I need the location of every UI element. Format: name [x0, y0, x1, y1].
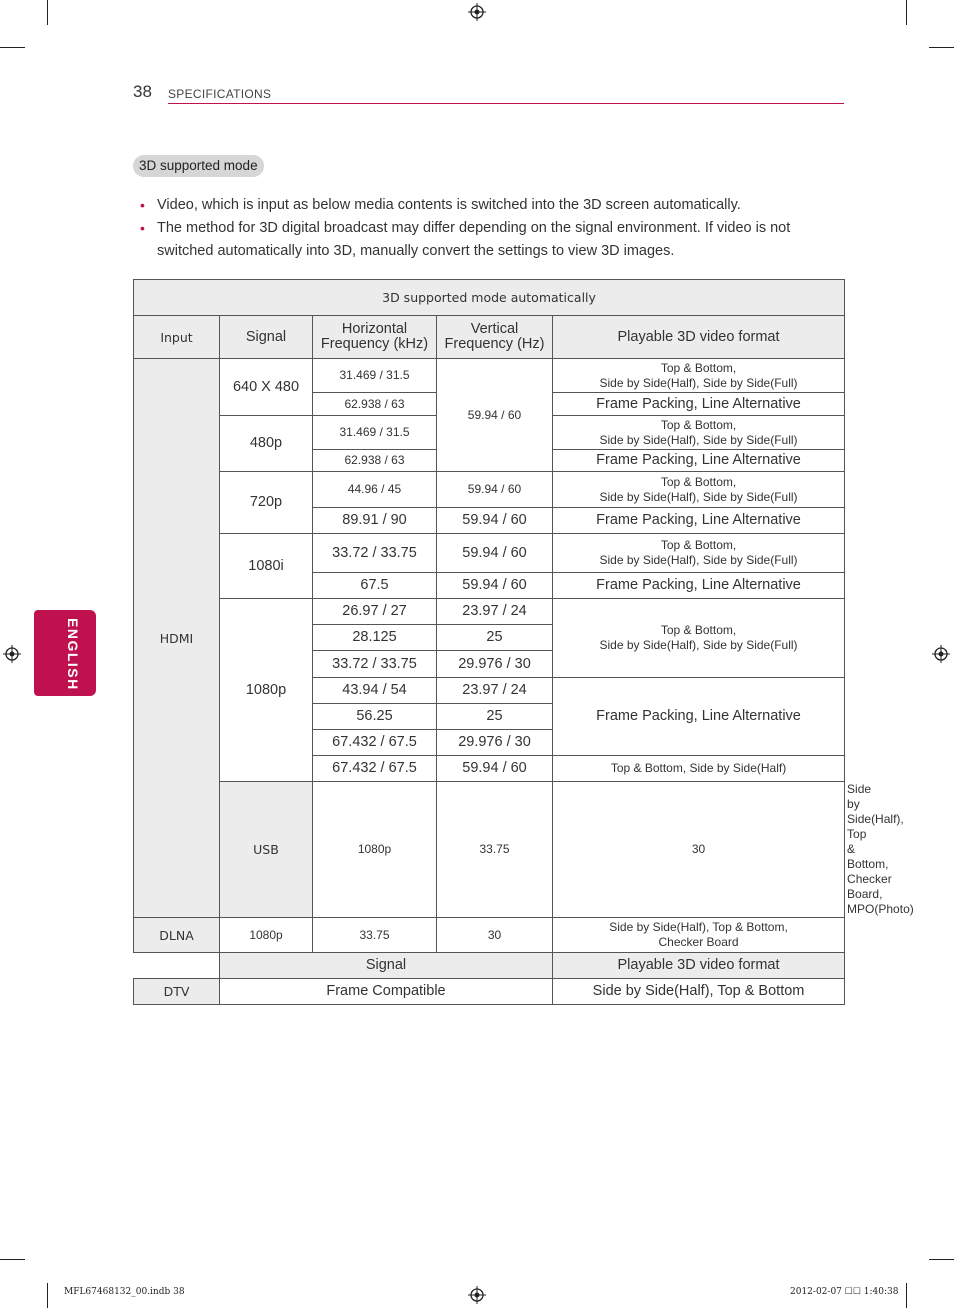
vfreq-cell: 59.94 / 60: [437, 573, 553, 599]
vfreq-cell: 23.97 / 24: [437, 678, 553, 704]
registration-mark-icon: [3, 645, 21, 663]
header-rule: [168, 103, 844, 104]
dtv-format-cell: Side by Side(Half), Top & Bottom: [553, 979, 845, 1005]
header-vfreq: Vertical Frequency (Hz): [437, 316, 553, 359]
format-cell: Top & Bottom, Side by Side(Half), Side by Side(Full): [553, 472, 845, 508]
hfreq-cell: 56.25: [313, 704, 437, 730]
bullet-text: Video, which is input as below media contents is switched into the 3D screen automatically.: [157, 197, 741, 213]
language-tab-label: ENGLISH: [65, 618, 81, 691]
hfreq-cell: 62.938 / 63: [313, 393, 437, 416]
format-cell: Frame Packing, Line Alternative: [553, 678, 845, 756]
vfreq-cell: 25: [437, 704, 553, 730]
signal-cell: 1080p: [220, 918, 313, 953]
hfreq-cell: 33.75: [313, 918, 437, 953]
footer-file: MFL67468132_00.indb 38: [64, 1287, 185, 1297]
header-format: Playable 3D video format: [553, 316, 845, 359]
format-cell: Frame Packing, Line Alternative: [553, 393, 845, 416]
format-cell: Top & Bottom, Side by Side(Half), Side by Side(Full): [553, 416, 845, 450]
format-cell: Top & Bottom, Side by Side(Half), Side by Side(Full): [553, 534, 845, 573]
bullet-icon: •: [140, 220, 145, 236]
hfreq-cell: 44.96 / 45: [313, 472, 437, 508]
header-signal: Signal: [220, 316, 313, 359]
3d-mode-table: 3D supported mode automatically Input Signal Horizontal Frequency (kHz) Vertical Frequency (Hz) Playable 3D video format HDMI 640 X 480 31.469 / 31.5 59.94 / 60 Top & Bottom, Side by Side(Half), Side by Side(Full) 62.938 / 63 Frame Packing, Line Alternative 480p 31.469 / 31.5 Top & Bottom, Side by Side(Half), Side by Side(Full) 62.938 / 63 Frame Packing, Line Alternative 720p 44.96 / 45 59.94 / 60 Top & Bottom, Side by Side(Half), Side by Side(Full) 89.91 / 90 59.94 / 60 Frame Packing, Line Alternative 1080i 33.72 / 33.75 59.94 / 60 Top & Bottom, Side by Side(Half), Side by Side(Full) 67.5 59.94 / 60 Frame Packing, Line Alternative 1080p 26.97 / 27 23.97 / 24 Top & Bottom, Side by Side(Half), Side by Side(Full) 28.125 25 33.72 / 33.75 29.976 / 30 43.94 / 54 23.97 / 24 Frame Packing, Line Alternative 56.25 25 67.432 / 67.5 29.976 / 30 67.432 / 67.5 59.94 / 60 Top & Bottom, Side by Side(Half) USB 1080p 33.75 30 Side by Side(Half), Top & Bottom, Checker Board, MPO(Photo) DLNA 1080p 33.75 30 Side by Side(Half), Top & Bottom, Checker Board Signal Playable 3D video format DTV Frame Compatible Side by Side(Half), Top & Bottom: [133, 279, 845, 1005]
registration-mark-icon: [932, 645, 950, 663]
hfreq-cell: 89.91 / 90: [313, 508, 437, 534]
vfreq-cell: 30: [437, 918, 553, 953]
format-cell: Frame Packing, Line Alternative: [553, 573, 845, 599]
bullet-list: [140, 194, 840, 263]
hfreq-cell: 33.75: [437, 782, 553, 918]
bullet-item: [140, 217, 840, 263]
dtv-signal-header: Signal: [220, 953, 553, 979]
bullet-text: The method for 3D digital broadcast may differ depending on the signal environment. If video is not switched automatically into 3D, manually convert the settings to view 3D images.: [157, 220, 791, 259]
input-dlna: DLNA: [134, 918, 220, 953]
format-cell: Frame Packing, Line Alternative: [553, 450, 845, 472]
crop-mark: [47, 0, 48, 25]
signal-cell: 1080p: [220, 599, 313, 782]
hfreq-cell: 67.5: [313, 573, 437, 599]
format-cell: Top & Bottom, Side by Side(Half): [553, 756, 845, 782]
hfreq-cell: 67.432 / 67.5: [313, 730, 437, 756]
vfreq-cell: 25: [437, 625, 553, 651]
signal-cell: 640 X 480: [220, 359, 313, 416]
header-hfreq: Horizontal Frequency (kHz): [313, 316, 437, 359]
bullet-icon: •: [140, 197, 145, 213]
signal-cell: 720p: [220, 472, 313, 534]
hfreq-cell: 62.938 / 63: [313, 450, 437, 472]
table-title: 3D supported mode automatically: [134, 280, 845, 316]
subsection-pill: 3D supported mode: [133, 155, 264, 177]
crop-mark: [929, 47, 954, 48]
hfreq-cell: 33.72 / 33.75: [313, 651, 437, 678]
crop-mark: [47, 1283, 48, 1308]
section-title: SPECIFICATIONS: [168, 87, 272, 101]
dtv-format-header: Playable 3D video format: [553, 953, 845, 979]
hfreq-cell: 33.72 / 33.75: [313, 534, 437, 573]
header-input: Input: [134, 316, 220, 359]
vfreq-cell: 23.97 / 24: [437, 599, 553, 625]
footer-timestamp: 2012-02-07 ☐☐ 1:40:38: [790, 1287, 899, 1297]
input-usb: USB: [220, 782, 313, 918]
format-cell: Side by Side(Half), Top & Bottom, Checker Board: [553, 918, 845, 953]
bullet-item: [140, 194, 840, 217]
signal-cell: 1080i: [220, 534, 313, 599]
vfreq-cell: 59.94 / 60: [437, 508, 553, 534]
vfreq-cell: 29.976 / 30: [437, 651, 553, 678]
hfreq-cell: 28.125: [313, 625, 437, 651]
hfreq-cell: 31.469 / 31.5: [313, 416, 437, 450]
dtv-signal-cell: Frame Compatible: [220, 979, 553, 1005]
registration-mark-icon: [468, 3, 486, 21]
empty-cell: [134, 953, 220, 979]
vfreq-cell: 29.976 / 30: [437, 730, 553, 756]
crop-mark: [906, 0, 907, 25]
format-cell: Top & Bottom, Side by Side(Half), Side by Side(Full): [553, 599, 845, 678]
crop-mark: [0, 1259, 25, 1260]
crop-mark: [0, 47, 25, 48]
crop-mark: [906, 1283, 907, 1308]
input-hdmi: HDMI: [134, 359, 220, 918]
signal-cell: 1080p: [313, 782, 437, 918]
page-number: 38: [133, 82, 152, 101]
format-cell: Top & Bottom, Side by Side(Half), Side by Side(Full): [553, 359, 845, 393]
hfreq-cell: 43.94 / 54: [313, 678, 437, 704]
signal-cell: 480p: [220, 416, 313, 472]
input-dtv: DTV: [134, 979, 220, 1005]
language-tab: [34, 610, 96, 696]
hfreq-cell: 26.97 / 27: [313, 599, 437, 625]
vfreq-cell: 59.94 / 60: [437, 534, 553, 573]
hfreq-cell: 31.469 / 31.5: [313, 359, 437, 393]
hfreq-cell: 67.432 / 67.5: [313, 756, 437, 782]
vfreq-cell: 59.94 / 60: [437, 359, 553, 472]
vfreq-cell: 59.94 / 60: [437, 472, 553, 508]
crop-mark: [929, 1259, 954, 1260]
vfreq-cell: 59.94 / 60: [437, 756, 553, 782]
vfreq-cell: 30: [553, 782, 845, 918]
format-cell: Frame Packing, Line Alternative: [553, 508, 845, 534]
registration-mark-icon: [468, 1286, 486, 1304]
